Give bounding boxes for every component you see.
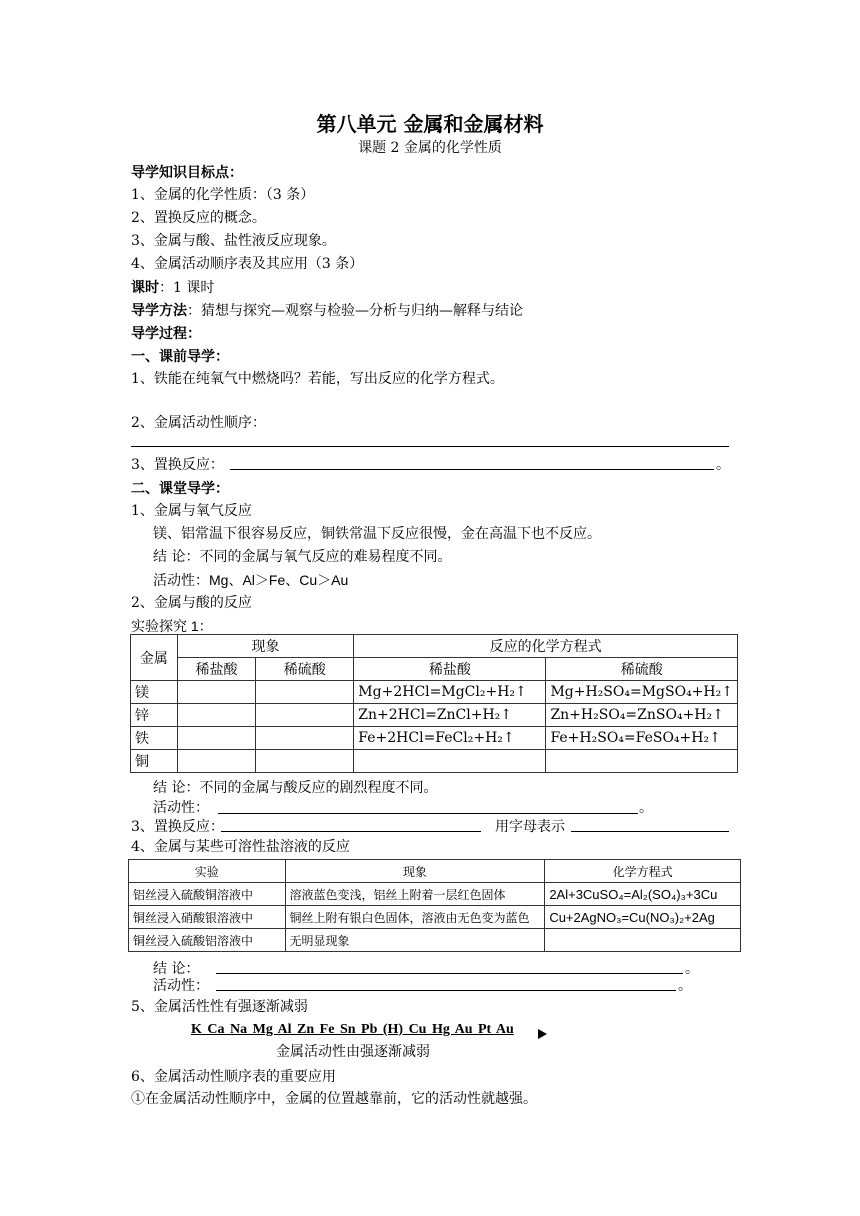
period-label: 课时 [131,279,159,295]
metal-cell: 铁 [131,727,178,750]
acid-reaction-table [130,634,738,773]
experiment-cell: 铜丝浸入硫酸铝溶液中 [129,929,286,952]
equation-cell [354,750,546,773]
empty-cell [177,704,256,727]
section-4-title: 4、金属与某些可溶性盐溶液的反应 [131,839,350,855]
objective-item: 4、金属活动顺序表及其应用（3 条） [131,256,364,272]
equation-cell: 2Al+3CuSO₄=Al₂(SO₄)₃+3Cu [545,883,741,906]
answer-blank [216,990,676,991]
table-row [129,929,741,952]
method-line [131,301,523,320]
period-mark: 。 [685,961,699,977]
section-1-title: 1、金属与氧气反应 [131,503,252,519]
section-5-title: 5、金属活性性有强逐渐减弱 [131,999,308,1015]
replace-label: 3、置换反应： [131,819,224,835]
section-2-title: 2、金属与酸的反应 [131,595,252,611]
header-metal: 金属 [131,635,178,681]
arrow-right-icon [538,1029,547,1039]
acid-conclusion: 结 论：不同的金属与酸反应的剧烈程度不同。 [153,780,438,796]
period-value: ：1 课时 [159,280,215,296]
pre-question-2: 2、金属活动性顺序： [131,415,266,431]
equation-cell: Zn+H₂SO₄=ZnSO₄+H₂↑ [546,704,738,727]
table-row [129,883,741,906]
equation-cell: Mg+H₂SO₄=MgSO₄+H₂↑ [546,681,738,704]
empty-cell [177,727,256,750]
empty-cell [177,750,256,773]
pre-question-1: 1、铁能在纯氧气中燃烧吗？若能，写出反应的化学方程式。 [131,371,504,387]
equation-cell: Zn+2HCl=ZnCl+H₂↑ [354,704,546,727]
equation-cell: Fe+2HCl=FeCl₂+H₂↑ [354,727,546,750]
table-row [131,704,738,727]
method-label: 导学方法 [131,302,187,318]
period-mark: 。 [716,457,730,473]
letters-label: 用字母表示 [495,819,565,835]
section-6-title: 6、金属活动性顺序表的重要应用 [131,1069,336,1085]
empty-cell [256,727,354,750]
objective-item: 1、金属的化学性质：（3 条） [131,187,315,203]
metal-cell: 锌 [131,704,178,727]
section-6-item-1: ①在金属活动性顺序中，金属的位置越靠前，它的活动性就越强。 [131,1091,537,1107]
header-hcl: 稀盐酸 [354,658,546,681]
metal-cell: 铜 [131,750,178,773]
activity-series-caption: 金属活动性由强逐渐减弱 [276,1044,430,1060]
equation-cell: Mg+2HCl=MgCl₂+H₂↑ [354,681,546,704]
metal-cell: 镁 [131,681,178,704]
header-phenomenon: 现象 [285,860,545,883]
table-row [131,750,738,773]
table-row [131,727,738,750]
answer-blank [131,446,729,447]
period-mark: 。 [639,800,653,816]
objective-item: 2、置换反应的概念。 [131,210,266,226]
answer-blank [571,831,729,832]
empty-cell [177,681,256,704]
table-row [131,681,738,704]
experiment-cell: 铝丝浸入硫酸铜溶液中 [129,883,286,906]
header-phenomenon: 现象 [177,635,354,658]
pre-heading: 一、课前导学： [131,348,229,364]
objectives-heading: 导学知识目标点： [131,164,243,180]
equation-cell [545,929,741,952]
header-equation: 化学方程式 [545,860,741,883]
answer-blank [218,813,638,814]
header-equation: 反应的化学方程式 [354,635,738,658]
objective-item: 3、金属与酸、盐性液反应现象。 [131,233,336,249]
page-subtitle: 课题 2 金属的化学性质 [358,140,502,156]
answer-blank [216,973,683,974]
answer-blank [221,831,481,832]
empty-cell [256,704,354,727]
equation-cell: Fe+H₂SO₄=FeSO₄+H₂↑ [546,727,738,750]
empty-cell [256,750,354,773]
class-heading: 二、课堂导学： [131,480,229,496]
page-title: 第八单元 金属和金属材料 [316,112,544,136]
experiment-label: 实验探究 1： [131,618,213,634]
section-1-text: 镁、铝常温下很容易反应，铜铁常温下反应很慢，金在高温下也不反应。 [153,526,601,542]
header-h2so4: 稀硫酸 [256,658,354,681]
section-1-activity: 活动性：Mg、Al＞Fe、Cu＞Au [153,572,349,588]
equation-cell [546,750,738,773]
salt-conclusion-label: 结 论： [153,961,200,977]
activity-series: K Ca Na Mg Al Zn Fe Sn Pb (H) Cu Hg Au Pt Au [191,1022,514,1037]
salt-activity-label: 活动性： [153,978,209,994]
acid-activity-label: 活动性： [153,800,209,816]
experiment-cell: 铜丝浸入硝酸银溶液中 [129,906,286,929]
phenomenon-cell: 无明显现象 [285,929,545,952]
section-1-conclusion: 结 论：不同的金属与氧气反应的难易程度不同。 [153,549,452,565]
process-heading: 导学过程： [131,325,201,341]
phenomenon-cell: 溶液蓝色变浅，铝丝上附着一层红色固体 [285,883,545,906]
equation-cell: Cu+2AgNO₃=Cu(NO₃)₂+2Ag [545,906,741,929]
table-row [129,906,741,929]
pre-question-3: 3、置换反应： [131,457,224,473]
header-hcl: 稀盐酸 [177,658,256,681]
method-value: ：猜想与探究—观察与检验—分析与归纳—解释与结论 [187,303,523,319]
period-mark: 。 [678,978,692,994]
empty-cell [256,681,354,704]
phenomenon-cell: 铜丝上附有银白色固体，溶液由无色变为蓝色 [285,906,545,929]
period-line [131,278,214,297]
salt-reaction-table [128,859,741,952]
header-h2so4: 稀硫酸 [546,658,738,681]
answer-blank [230,469,714,470]
header-experiment: 实验 [129,860,286,883]
